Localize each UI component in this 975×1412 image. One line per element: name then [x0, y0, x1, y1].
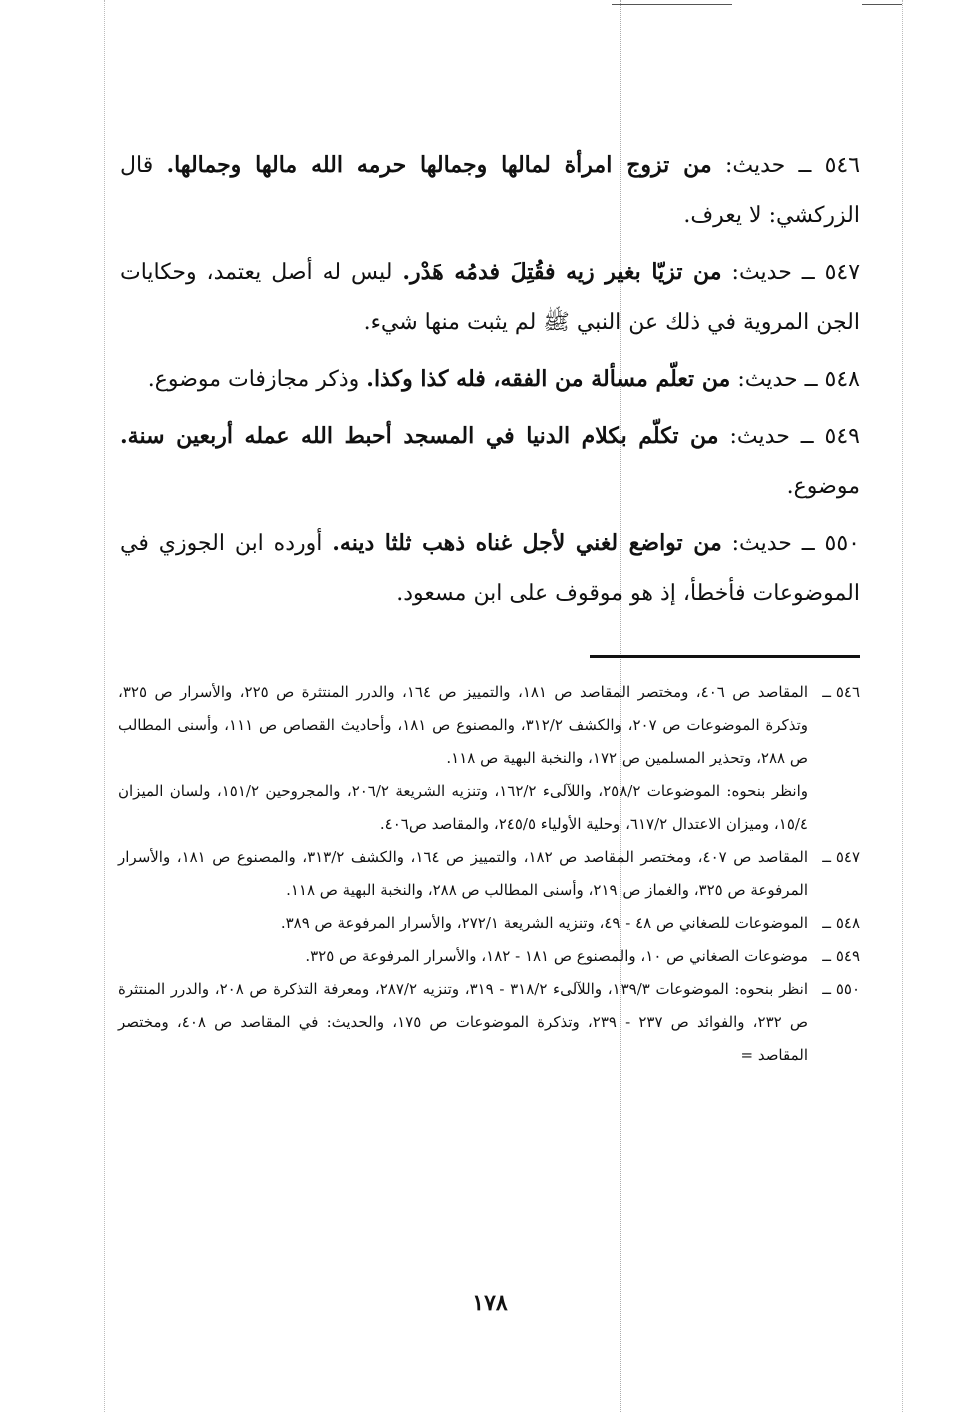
fold-line — [902, 0, 903, 1412]
footnote — [118, 907, 860, 940]
hadith-entry — [120, 247, 860, 348]
entry-number: ٥٥٠ ــ — [801, 531, 860, 556]
footnote-number: ٥٤٦ ــ — [822, 683, 860, 701]
footnote-text: وانظر بنحوه: الموضوعات ٢٥٨/٢، واللآلىء ١٦٢/٢، وتنزيه الشريعة ٢٠٦/٢، والمجروحين ١٥١/٢، ولسان الميزان ١٥/٤، وميزان الاعتدال ٦١٧/٢، وحلية الأولياء ٢٤٥/٥، والمقاصد ص٤٠٦. — [118, 782, 809, 833]
footnote — [118, 940, 860, 973]
hadith-text: من تواضع لغني لأجل غناه ذهب ثلثا دينه. — [332, 530, 722, 556]
footnote-number: ٥٥٠ ــ — [822, 980, 860, 998]
hadith-comment: ليس له أصل يعتمد، وحكايات الجن المروية في ذلك عن النبي ﷺ لم يثبت منها شيء. — [120, 260, 860, 335]
hadith-entry — [120, 411, 860, 512]
scan-artifact-line — [612, 4, 732, 5]
hadith-text: من تكلّم بكلام الدنيا في المسجد أحبط الله عمله أربعين سنة. — [120, 423, 719, 449]
footnote-number: ٥٤٧ ــ — [822, 848, 860, 866]
entry-number: ٥٤٩ ــ — [800, 424, 860, 449]
entry-prefix: حديث: — [731, 260, 792, 285]
hadith-comment: موضوع. — [786, 474, 860, 499]
entry-number: ٥٤٧ ــ — [801, 260, 861, 285]
footnote-separator — [590, 655, 860, 658]
footnote — [118, 841, 860, 907]
hadith-comment: أورده ابن الجوزي في الموضوعات فأخطأ، إذ هو موقوف على ابن مسعود. — [120, 531, 860, 606]
footnote-number: ٥٤٩ ــ — [822, 947, 860, 965]
hadith-comment: وذكر مجازفات موضوع. — [147, 367, 360, 392]
footnote-text: موضوعات الصغاني ص ١٠، والمصنوع ص ١٨١ - ١٨٢، والأسرار المرفوعة ص ٣٢٥. — [305, 947, 808, 965]
entry-prefix: حديث: — [724, 153, 786, 178]
footnote-text: المقاصد ص ٤٠٦، ومختصر المقاصد ص ١٨١، والتمييز ص ١٦٤، والدرر المنتثرة ص ٢٢٥، والأسرار ص ٣٢٥، وتذكرة الموضوعات ص ٢٠٧، والكشف ٣١٢/٢، والمصنوع ص ١٨١، وأحاديث القصاص ص ١١١، وأسنى المطالب ص ٢٨٨، وتحذير المسلمين ص ١٧٢، والنخبة البهية ص ١١٨. — [118, 683, 808, 767]
hadith-comment: قال الزركشي: لا يعرف. — [120, 153, 860, 228]
footnote — [118, 973, 860, 1072]
main-text — [120, 140, 860, 625]
footnotes — [118, 676, 860, 1072]
fold-line — [104, 0, 105, 1412]
entry-prefix: حديث: — [737, 367, 798, 392]
footnote-text: انظر بنحوه: الموضوعات ١٣٩/٣، واللآلىء ٣١٨/٢ - ٣١٩، وتنزيه ٢٨٧/٢، ومعرفة التذكرة ص ٢٠٨، والدرر المنتثرة ص ٢٣٢، والفوائد ص ٢٣٧ - ٢٣٩، وتذكرة الموضوعات ص ١٧٥، والحديث: في المقاصد ص ٤٠٨، ومختصر المقاصد = — [118, 980, 809, 1064]
footnote-text: المقاصد ص ٤٠٧، ومختصر المقاصد ص ١٨٢، والتمييز ص ١٦٤، والكشف ٣١٣/٢، والمصنوع ص ١٨١، والأسرار المرفوعة ص ٣٢٥، والغماز ص ٢١٩، وأسنى المطالب ص ٢٨٨، والنخبة البهية ص ١١٨. — [118, 848, 808, 899]
hadith-text: من تزيّا بغير زيه فقُتِلَ فدمُه هَدْر. — [402, 259, 722, 285]
hadith-entry — [120, 354, 860, 405]
footnote-text: الموضوعات للصغاني ص ٤٨ - ٤٩، وتنزيه الشريعة ٢٧٢/١، والأسرار المرفوعة ص ٣٨٩. — [280, 914, 808, 932]
page-number: ١٧٨ — [472, 1290, 508, 1316]
hadith-entry — [120, 518, 860, 619]
hadith-entry — [120, 140, 860, 241]
entry-number: ٥٤٦ ــ — [798, 153, 861, 178]
scan-artifact-line — [862, 4, 902, 5]
entry-prefix: حديث: — [729, 424, 790, 449]
hadith-text: من تزوج امرأة لمالها وجمالها حرمه الله مالها وجمالها. — [166, 152, 712, 178]
footnote — [118, 676, 860, 841]
entry-prefix: حديث: — [731, 531, 792, 556]
footnote-number: ٥٤٨ ــ — [822, 914, 860, 932]
hadith-text: من تعلّم مسألة من الفقه، فله كذا وكذا. — [366, 366, 731, 392]
entry-number: ٥٤٨ ــ — [804, 367, 860, 392]
